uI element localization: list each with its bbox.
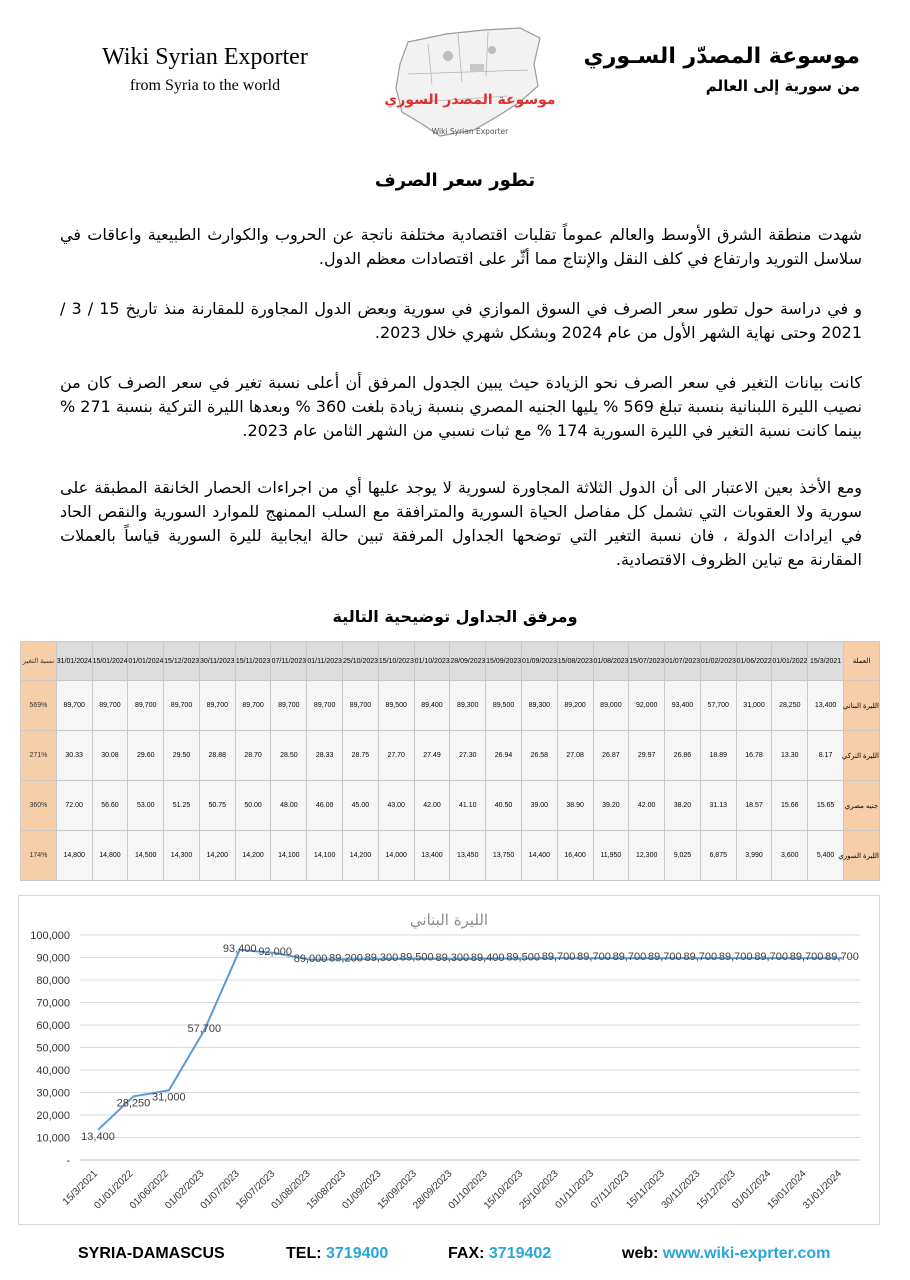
header-date: 30/11/2023	[199, 642, 235, 681]
tel-label: TEL:	[286, 1245, 322, 1262]
value-cell: 13.30	[772, 731, 808, 781]
x-tick-label: 15/09/2023	[375, 1168, 419, 1212]
data-label: 89,700	[718, 951, 753, 964]
table-row	[21, 781, 880, 831]
value-cell: 93,400	[665, 681, 701, 731]
data-label: 93,400	[222, 942, 257, 955]
value-cell: 29.60	[128, 731, 164, 781]
value-cell: 53.00	[128, 781, 164, 831]
value-cell: 3,600	[772, 831, 808, 881]
page-title: تطور سعر الصرف	[374, 170, 536, 191]
value-cell: 8.17	[808, 731, 844, 781]
header-date: 15/3/2021	[808, 642, 844, 681]
data-label: 13,400	[81, 1130, 115, 1143]
value-cell: 26.87	[593, 731, 629, 781]
x-tick-label: 28/09/2023	[411, 1168, 455, 1212]
value-cell: 13,450	[450, 831, 486, 881]
value-cell: 92,000	[629, 681, 665, 731]
x-tick-label: 01/01/2024	[730, 1168, 774, 1212]
logo-text-en: Wiki Syrian Exporter	[431, 127, 509, 136]
brand-name-en: Wiki Syrian Exporter	[102, 44, 308, 70]
value-cell: 72.00	[56, 781, 92, 831]
x-tick-label: 25/10/2023	[517, 1168, 561, 1212]
value-cell: 56.60	[92, 781, 128, 831]
y-tick-label: 60,000	[36, 1020, 70, 1032]
brand-arabic	[580, 42, 860, 97]
value-cell: 31.13	[700, 781, 736, 831]
value-cell: 27.70	[378, 731, 414, 781]
value-cell: 26.58	[521, 731, 557, 781]
data-label: 92,000	[258, 946, 292, 958]
change-cell: 360%	[21, 781, 57, 831]
footer-tel	[286, 1245, 388, 1263]
paragraph-1: شهدت منطقة الشرق الأوسط والعالم عموماً تقلبات اقتصادية مختلفة ناتجة عن الحروب والكوارث الطبيعية واعاقات في سلاسل التوريد وارتفاع في كلف النقل والإنتاج مما أثّر على اقتصادات معظم الدول.	[60, 225, 862, 268]
data-label: 89,000	[293, 952, 328, 965]
currency-cell: جنيه مصري	[843, 781, 879, 831]
footer-web	[622, 1245, 830, 1263]
value-cell: 41.10	[450, 781, 486, 831]
value-cell: 29.50	[164, 731, 200, 781]
x-tick-label: 30/11/2023	[659, 1168, 703, 1211]
x-tick-label: 01/01/2022	[92, 1168, 136, 1212]
value-cell: 89,700	[235, 681, 271, 731]
header-date: 15/10/2023	[378, 642, 414, 681]
value-cell: 89,700	[92, 681, 128, 731]
tel-number: 3719400	[326, 1245, 389, 1262]
value-cell: 15.65	[808, 781, 844, 831]
y-tick-label: 80,000	[36, 975, 70, 987]
value-cell: 28.50	[271, 731, 307, 781]
value-cell: 12,300	[629, 831, 665, 881]
x-tick-label: 15/01/2024	[765, 1168, 809, 1212]
web-label: web:	[622, 1245, 659, 1262]
tables-caption: ومرفق الجداول توضيحية التالية	[332, 607, 578, 626]
data-label: 89,200	[329, 952, 363, 965]
x-tick-label: 01/11/2023	[553, 1168, 597, 1211]
y-tick-label: 50,000	[36, 1042, 70, 1055]
footer-city: SYRIA-DAMASCUS	[78, 1245, 225, 1262]
data-label: 89,700	[577, 951, 611, 964]
value-cell: 89,700	[271, 681, 307, 731]
value-cell: 50.75	[199, 781, 235, 831]
value-cell: 13,400	[414, 831, 450, 881]
data-label: 89,300	[435, 952, 470, 965]
header-date: 01/07/2023	[665, 642, 701, 681]
value-cell: 38.90	[557, 781, 593, 831]
value-cell: 14,000	[378, 831, 414, 881]
x-tick-label: 07/11/2023	[588, 1168, 632, 1211]
value-cell: 28.75	[343, 731, 379, 781]
value-cell: 28.88	[199, 731, 235, 781]
paragraph-2: و في دراسة حول تطور سعر الصرف في السوق الموازي في سورية وبعض الدول المجاورة للمقارنة منذ تاريخ 15 / 3 / 2021 وحتى نهاية الشهر الأول من عام 2024 وبشكل شهري خلال 2023.	[60, 299, 862, 342]
header-date: 31/01/2024	[56, 642, 92, 681]
x-tick-label: 01/10/2023	[446, 1168, 490, 1212]
footer-fax	[448, 1245, 551, 1263]
y-tick-label: 20,000	[36, 1110, 70, 1122]
change-cell: 174%	[21, 831, 57, 881]
value-cell: 57,700	[700, 681, 736, 731]
x-tick-label: 15/11/2023	[624, 1168, 667, 1211]
data-label: 89,700	[754, 951, 788, 964]
x-tick-label: 15/08/2023	[304, 1168, 349, 1212]
value-cell: 89,200	[557, 681, 593, 731]
value-cell: 89,300	[450, 681, 486, 731]
value-cell: 14,100	[271, 831, 307, 881]
header-date: 28/09/2023	[450, 642, 486, 681]
value-cell: 14,300	[164, 831, 200, 881]
value-cell: 48.00	[271, 781, 307, 831]
header-date: 15/08/2023	[557, 642, 593, 681]
change-cell: 271%	[21, 731, 57, 781]
header-date: 15/12/2023	[164, 642, 200, 681]
value-cell: 18.89	[700, 731, 736, 781]
data-label: 89,300	[364, 952, 399, 965]
data-label: 89,700	[612, 951, 647, 964]
data-label: 57,700	[187, 1023, 222, 1036]
currency-cell: الليرة البناني	[843, 681, 879, 731]
header-date: 07/11/2023	[271, 642, 307, 681]
header-date: 01/11/2023	[307, 642, 343, 681]
value-cell: 14,500	[128, 831, 164, 881]
header-date: 01/01/2024	[128, 642, 164, 681]
value-cell: 30.08	[92, 731, 128, 781]
data-label: 89,700	[789, 951, 824, 964]
tagline-ar: من سورية إلى العالم	[705, 77, 860, 95]
syria-map-logo	[384, 24, 556, 142]
fax-label: FAX:	[448, 1245, 485, 1262]
value-cell: 38.20	[665, 781, 701, 831]
y-tick-label: 30,000	[36, 1087, 70, 1100]
x-tick-label: 01/06/2022	[127, 1168, 171, 1212]
value-cell: 89,700	[199, 681, 235, 731]
value-cell: 89,500	[378, 681, 414, 731]
paragraph-4: ومع الأخذ بعين الاعتبار الى أن الدول الثلاثة المجاورة لسورية لا يوجد عليها أي من اجراءات الحصار الخانقة المطبقة على سورية ولا العقوبات التي تشمل كل مفاصل الحياة السورية والمترافقة مع السلب الممنهج للموارد السورية والنقص الحاد في ايرادات الدولة ، فان نسبة التغير التي توضحها الجداول المرفقة تبين حالة ايجابية لليرة السورية قياساً بالعملات المقارنة مع تباين الظروف الاقتصادية.	[60, 478, 862, 569]
value-cell: 50.00	[235, 781, 271, 831]
chart-title: الليرة البناني	[409, 911, 489, 929]
y-tick-label: 70,000	[36, 997, 70, 1010]
y-tick-label: 100,000	[30, 930, 70, 942]
exchange-rate-table	[20, 641, 880, 881]
value-cell: 43.00	[378, 781, 414, 831]
value-cell: 16,400	[557, 831, 593, 881]
value-cell: 9,025	[665, 831, 701, 881]
value-cell: 3,990	[736, 831, 772, 881]
value-cell: 27.49	[414, 731, 450, 781]
value-cell: 31,000	[736, 681, 772, 731]
value-cell: 89,700	[164, 681, 200, 731]
value-cell: 15.66	[772, 781, 808, 831]
table-row	[21, 681, 880, 731]
table-row	[21, 731, 880, 781]
value-cell: 28,250	[772, 681, 808, 731]
value-cell: 14,200	[343, 831, 379, 881]
fax-number: 3719402	[488, 1245, 552, 1262]
x-tick-label: 01/07/2023	[198, 1168, 242, 1212]
value-cell: 18.57	[736, 781, 772, 831]
data-label: 89,700	[825, 951, 859, 964]
value-cell: 89,500	[486, 681, 522, 731]
header-change: نسبة التغير	[21, 642, 57, 681]
value-cell: 89,700	[307, 681, 343, 731]
value-cell: 89,400	[414, 681, 450, 731]
table-row	[21, 831, 880, 881]
data-label: 89,700	[683, 951, 718, 964]
currency-cell: الليرة التركي	[843, 731, 879, 781]
data-label: 28,250	[116, 1097, 151, 1110]
x-tick-label: 01/02/2023	[163, 1168, 207, 1212]
value-cell: 14,800	[92, 831, 128, 881]
value-cell: 14,400	[521, 831, 557, 881]
value-cell: 39.20	[593, 781, 629, 831]
value-cell: 30.33	[56, 731, 92, 781]
value-cell: 40.50	[486, 781, 522, 831]
x-tick-label: 31/01/2024	[800, 1168, 845, 1212]
value-cell: 89,700	[343, 681, 379, 731]
value-cell: 26.94	[486, 731, 522, 781]
value-cell: 5,400	[808, 831, 844, 881]
value-cell: 28.33	[307, 731, 343, 781]
header-date: 25/10/2023	[343, 642, 379, 681]
header-date: 15/09/2023	[486, 642, 522, 681]
value-cell: 42.00	[629, 781, 665, 831]
data-label: 31,000	[152, 1091, 186, 1104]
value-cell: 39.00	[521, 781, 557, 831]
value-cell: 11,950	[593, 831, 629, 881]
brand-name-ar: موسوعة المصدّر السـوري	[583, 44, 860, 69]
logo-text-ar: موسوعة المصدر السوري	[384, 92, 556, 108]
data-label: 89,700	[648, 951, 682, 964]
x-tick-label: 15/12/2023	[694, 1168, 738, 1212]
x-tick-label: 15/10/2023	[482, 1168, 526, 1212]
x-tick-label: 01/09/2023	[340, 1168, 384, 1212]
data-label: 89,500	[506, 951, 540, 964]
value-cell: 89,000	[593, 681, 629, 731]
value-cell: 16.78	[736, 731, 772, 781]
data-label: 89,400	[470, 951, 505, 964]
value-cell: 28.70	[235, 731, 271, 781]
paragraph-3: كانت بيانات التغير في سعر الصرف نحو الزيادة حيث يبين الجدول المرفق أن أعلى نسبة تغير في سعر الصرف كان من نصيب الليرة اللبنانية بنسبة تبلغ 569 % يليها الجنيه المصري بنسبة زيادة بلغت 360 % وبعدها الليرة التركية بنسبة 271 % بينما كانت نسبة التغير في الليرة السورية 174 % مع ثبات نسبي من الشهر الثامن عام 2023.	[59, 373, 862, 440]
x-tick-label: 15/07/2023	[234, 1168, 278, 1212]
x-tick-label: 01/08/2023	[269, 1168, 313, 1212]
brand-english	[60, 42, 350, 97]
value-cell: 6,875	[700, 831, 736, 881]
value-cell: 42.00	[414, 781, 450, 831]
value-cell: 13,400	[808, 681, 844, 731]
header-date: 01/09/2023	[521, 642, 557, 681]
value-cell: 46.00	[307, 781, 343, 831]
value-cell: 27.08	[557, 731, 593, 781]
y-tick-label: -	[66, 1155, 70, 1167]
header-currency: العملة	[843, 642, 879, 681]
tagline-en: from Syria to the world	[129, 77, 281, 94]
header-date: 15/11/2023	[235, 642, 271, 681]
value-cell: 51.25	[164, 781, 200, 831]
value-cell: 14,100	[307, 831, 343, 881]
lebanese-pound-chart	[18, 895, 880, 1225]
value-cell: 89,300	[521, 681, 557, 731]
value-cell: 26.86	[665, 731, 701, 781]
currency-cell: الليرة السوري	[843, 831, 879, 881]
value-cell: 89,700	[128, 681, 164, 731]
header-date: 15/01/2024	[92, 642, 128, 681]
value-cell: 89,700	[56, 681, 92, 731]
value-cell: 14,200	[235, 831, 271, 881]
data-label: 89,500	[400, 951, 434, 964]
web-link[interactable]: www.wiki-exprter.com	[662, 1245, 831, 1262]
value-cell: 14,200	[199, 831, 235, 881]
value-cell: 45.00	[343, 781, 379, 831]
header-date: 01/02/2023	[700, 642, 736, 681]
header-date: 01/10/2023	[414, 642, 450, 681]
change-cell: 569%	[21, 681, 57, 731]
header-date: 15/07/2023	[629, 642, 665, 681]
header-date: 01/01/2022	[772, 642, 808, 681]
x-tick-label: 15/3/2021	[60, 1168, 101, 1208]
header-date: 01/08/2023	[593, 642, 629, 681]
value-cell: 14,800	[56, 831, 92, 881]
header-date: 01/06/2022	[736, 642, 772, 681]
value-cell: 29.97	[629, 731, 665, 781]
y-tick-label: 10,000	[36, 1132, 70, 1145]
y-tick-label: 90,000	[36, 952, 70, 965]
value-cell: 13,750	[486, 831, 522, 881]
y-tick-label: 40,000	[36, 1065, 70, 1077]
value-cell: 27.30	[450, 731, 486, 781]
data-label: 89,700	[541, 951, 576, 964]
